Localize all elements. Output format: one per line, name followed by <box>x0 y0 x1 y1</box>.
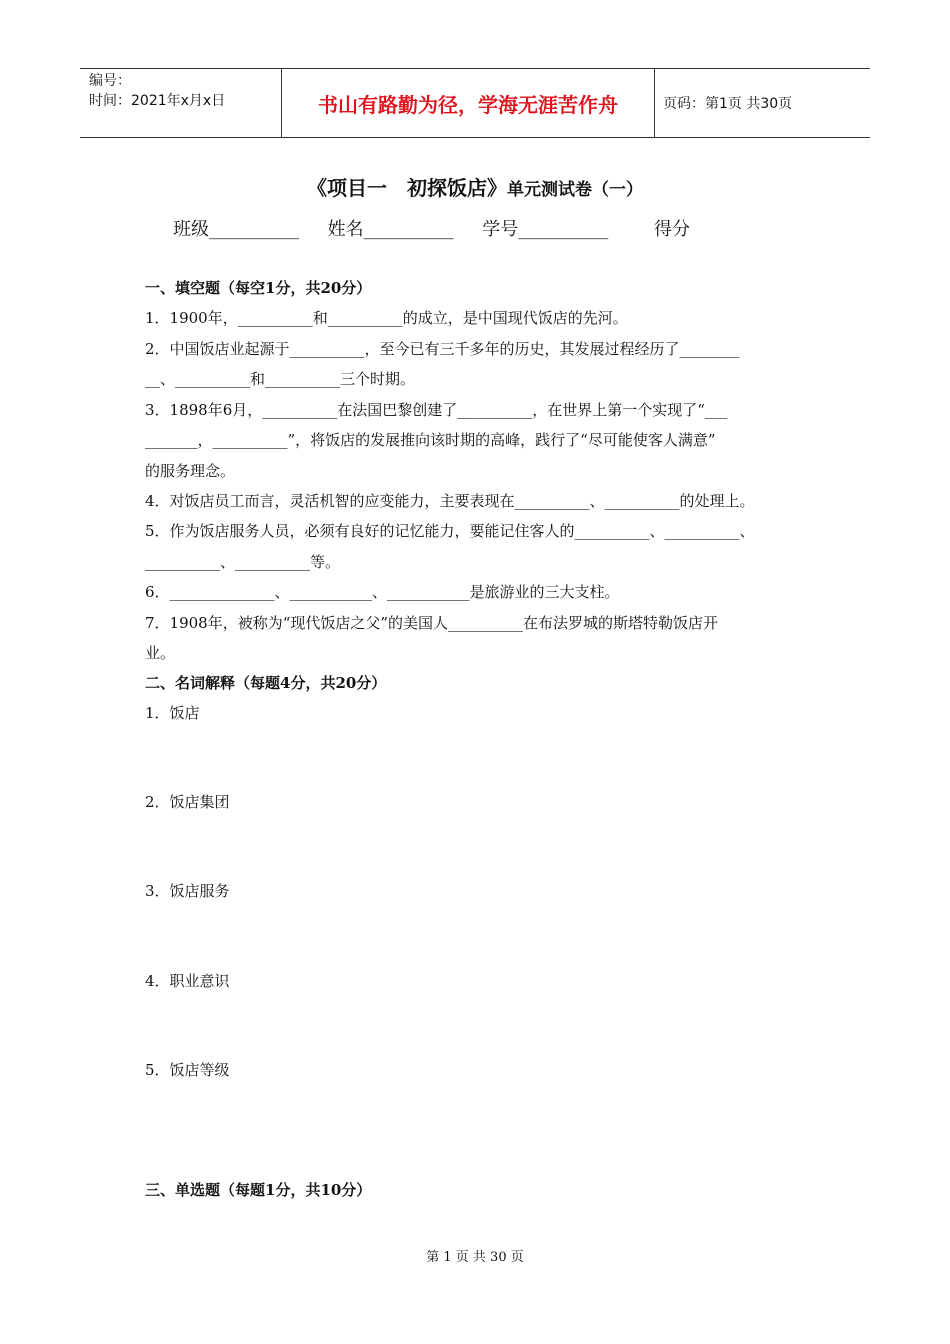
question-line: 4．对饭店员工而言，灵活机智的应变能力，主要表现在__________、__________的处理上。 <box>145 492 755 510</box>
question-line: 5．作为饭店服务人员，必须有良好的记忆能力，要能记住客人的__________、__________、 <box>145 522 755 540</box>
question-line: _______，__________”，将饭店的发展推向该时期的高峰，践行了“尽可能使客人满意” <box>145 431 716 449</box>
title-main: 《项目一 初探饭店》 <box>307 176 507 200</box>
header-left-cell <box>80 69 281 137</box>
time-label: 时间：2021年x月x日 <box>89 93 226 109</box>
document-title <box>0 172 950 201</box>
page-header <box>80 68 870 138</box>
question-line: 1．1900年，__________和__________的成立，是中国现代饭店的先河。 <box>145 309 628 327</box>
section-heading: 一、填空题（每空1分，共20分） <box>145 279 372 297</box>
question-line: 1．饭店 <box>145 704 200 722</box>
question-line: 2．饭店集团 <box>145 793 230 811</box>
student-info-line: 班级__________ 姓名__________ 学号__________ 得分 <box>173 219 690 240</box>
question-line: 3．饭店服务 <box>145 882 230 900</box>
section-heading: 三、单选题（每题1分，共10分） <box>145 1181 372 1199</box>
question-line: __、__________和__________三个时期。 <box>145 370 416 388</box>
number-label: 编号： <box>89 73 131 89</box>
question-line: 5．饭店等级 <box>145 1061 230 1079</box>
section-heading: 二、名词解释（每题4分，共20分） <box>145 674 387 692</box>
question-line: 的服务理念。 <box>145 462 236 480</box>
motto: 书山有路勤为径，学海无涯苦作舟 <box>281 69 655 137</box>
question-line: 6．______________、___________、___________是旅游业的三大支柱。 <box>145 583 620 601</box>
page-footer: 第 1 页 共 30 页 <box>426 1250 524 1265</box>
title-sub: 单元测试卷（一） <box>507 180 643 200</box>
question-line: 7．1908年，被称为“现代饭店之父”的美国人__________在布法罗城的斯塔特勒饭店开 <box>145 614 719 632</box>
page-info: 页码：第1页 共30页 <box>663 96 793 112</box>
question-line: 业。 <box>145 644 176 662</box>
question-line: 2．中国饭店业起源于__________，至今已有三千多年的历史，其发展过程经历了________ <box>145 340 740 358</box>
question-line: 4．职业意识 <box>145 972 230 990</box>
question-line: __________、__________等。 <box>145 553 341 571</box>
question-line: 3．1898年6月，__________在法国巴黎创建了__________，在世界上第一个实现了“___ <box>145 401 728 419</box>
